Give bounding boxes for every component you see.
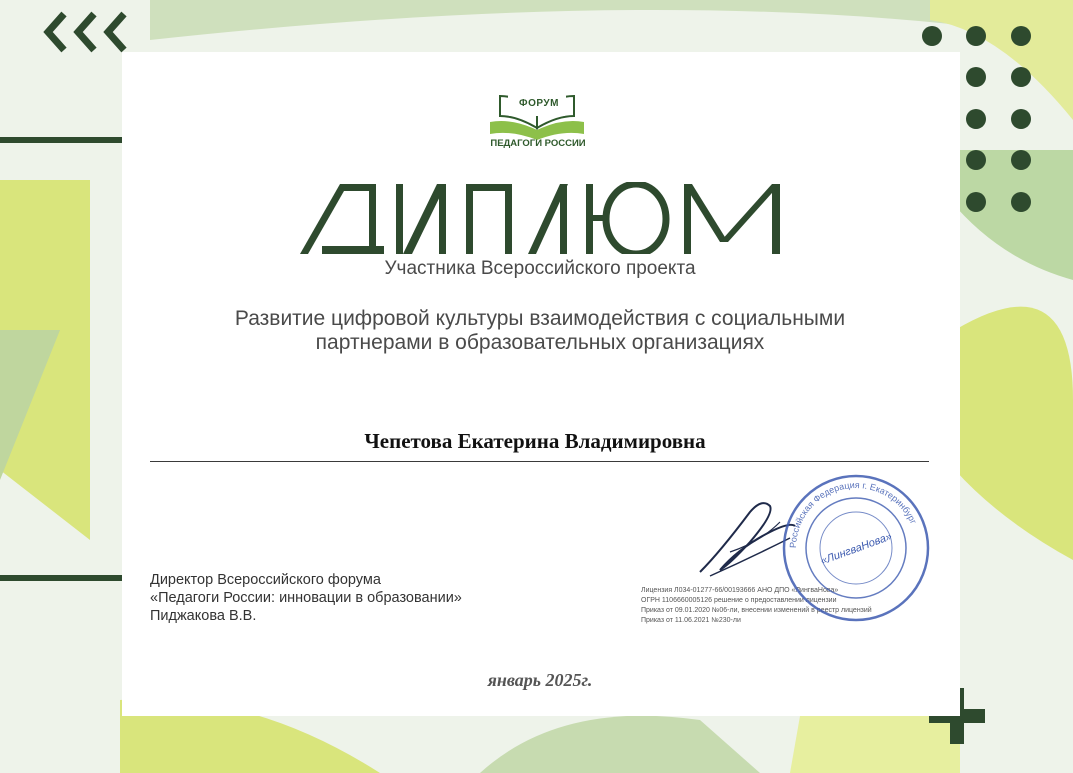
issue-date: январь 2025г. [487, 670, 593, 690]
bottom-right-lime [790, 716, 960, 773]
director-block [150, 571, 570, 625]
license-line1: Лицензия Л034-01277-66/00193666 АНО ДПО «ЛингваНова» [641, 587, 839, 594]
svg-text:«ЛингваНова»: «ЛингваНова» [819, 530, 894, 568]
director-forum: «Педагоги России: инновации в образовании» [150, 590, 462, 606]
logo-bottom-text: ПЕДАГОГИ РОССИИ [490, 138, 586, 149]
recipient-name: Чепетова Екатерина Владимировна [364, 429, 706, 453]
director-title: Директор Всероссийского форума [150, 572, 381, 588]
director-name: Пиджакова В.В. [150, 608, 257, 624]
license-line4: Приказ от 11.06.2021 №230-ли [641, 617, 741, 624]
logo-top-text: ФОРУМ [519, 98, 559, 109]
project-title [180, 307, 900, 355]
diploma-title [300, 182, 780, 254]
diploma-subtitle: Участника Всероссийского проекта [384, 258, 696, 279]
license-line2: ОГРН 1106660005126 решение о предоставлении лицензии [641, 597, 837, 604]
project-title-line1: Развитие цифровой культуры взаимодействия с социальными [234, 307, 846, 330]
project-title-line2: партнерами в образовательных организациях [315, 331, 765, 354]
organization-stamp [780, 472, 932, 624]
svg-text:Российская Федерация г. Екатер: Российская Федерация г. Екатеринбург [787, 479, 919, 549]
license-line3: Приказ от 09.01.2020 №06-ли, внесении изменений в реестр лицензий [641, 607, 872, 614]
name-underline [150, 461, 929, 462]
